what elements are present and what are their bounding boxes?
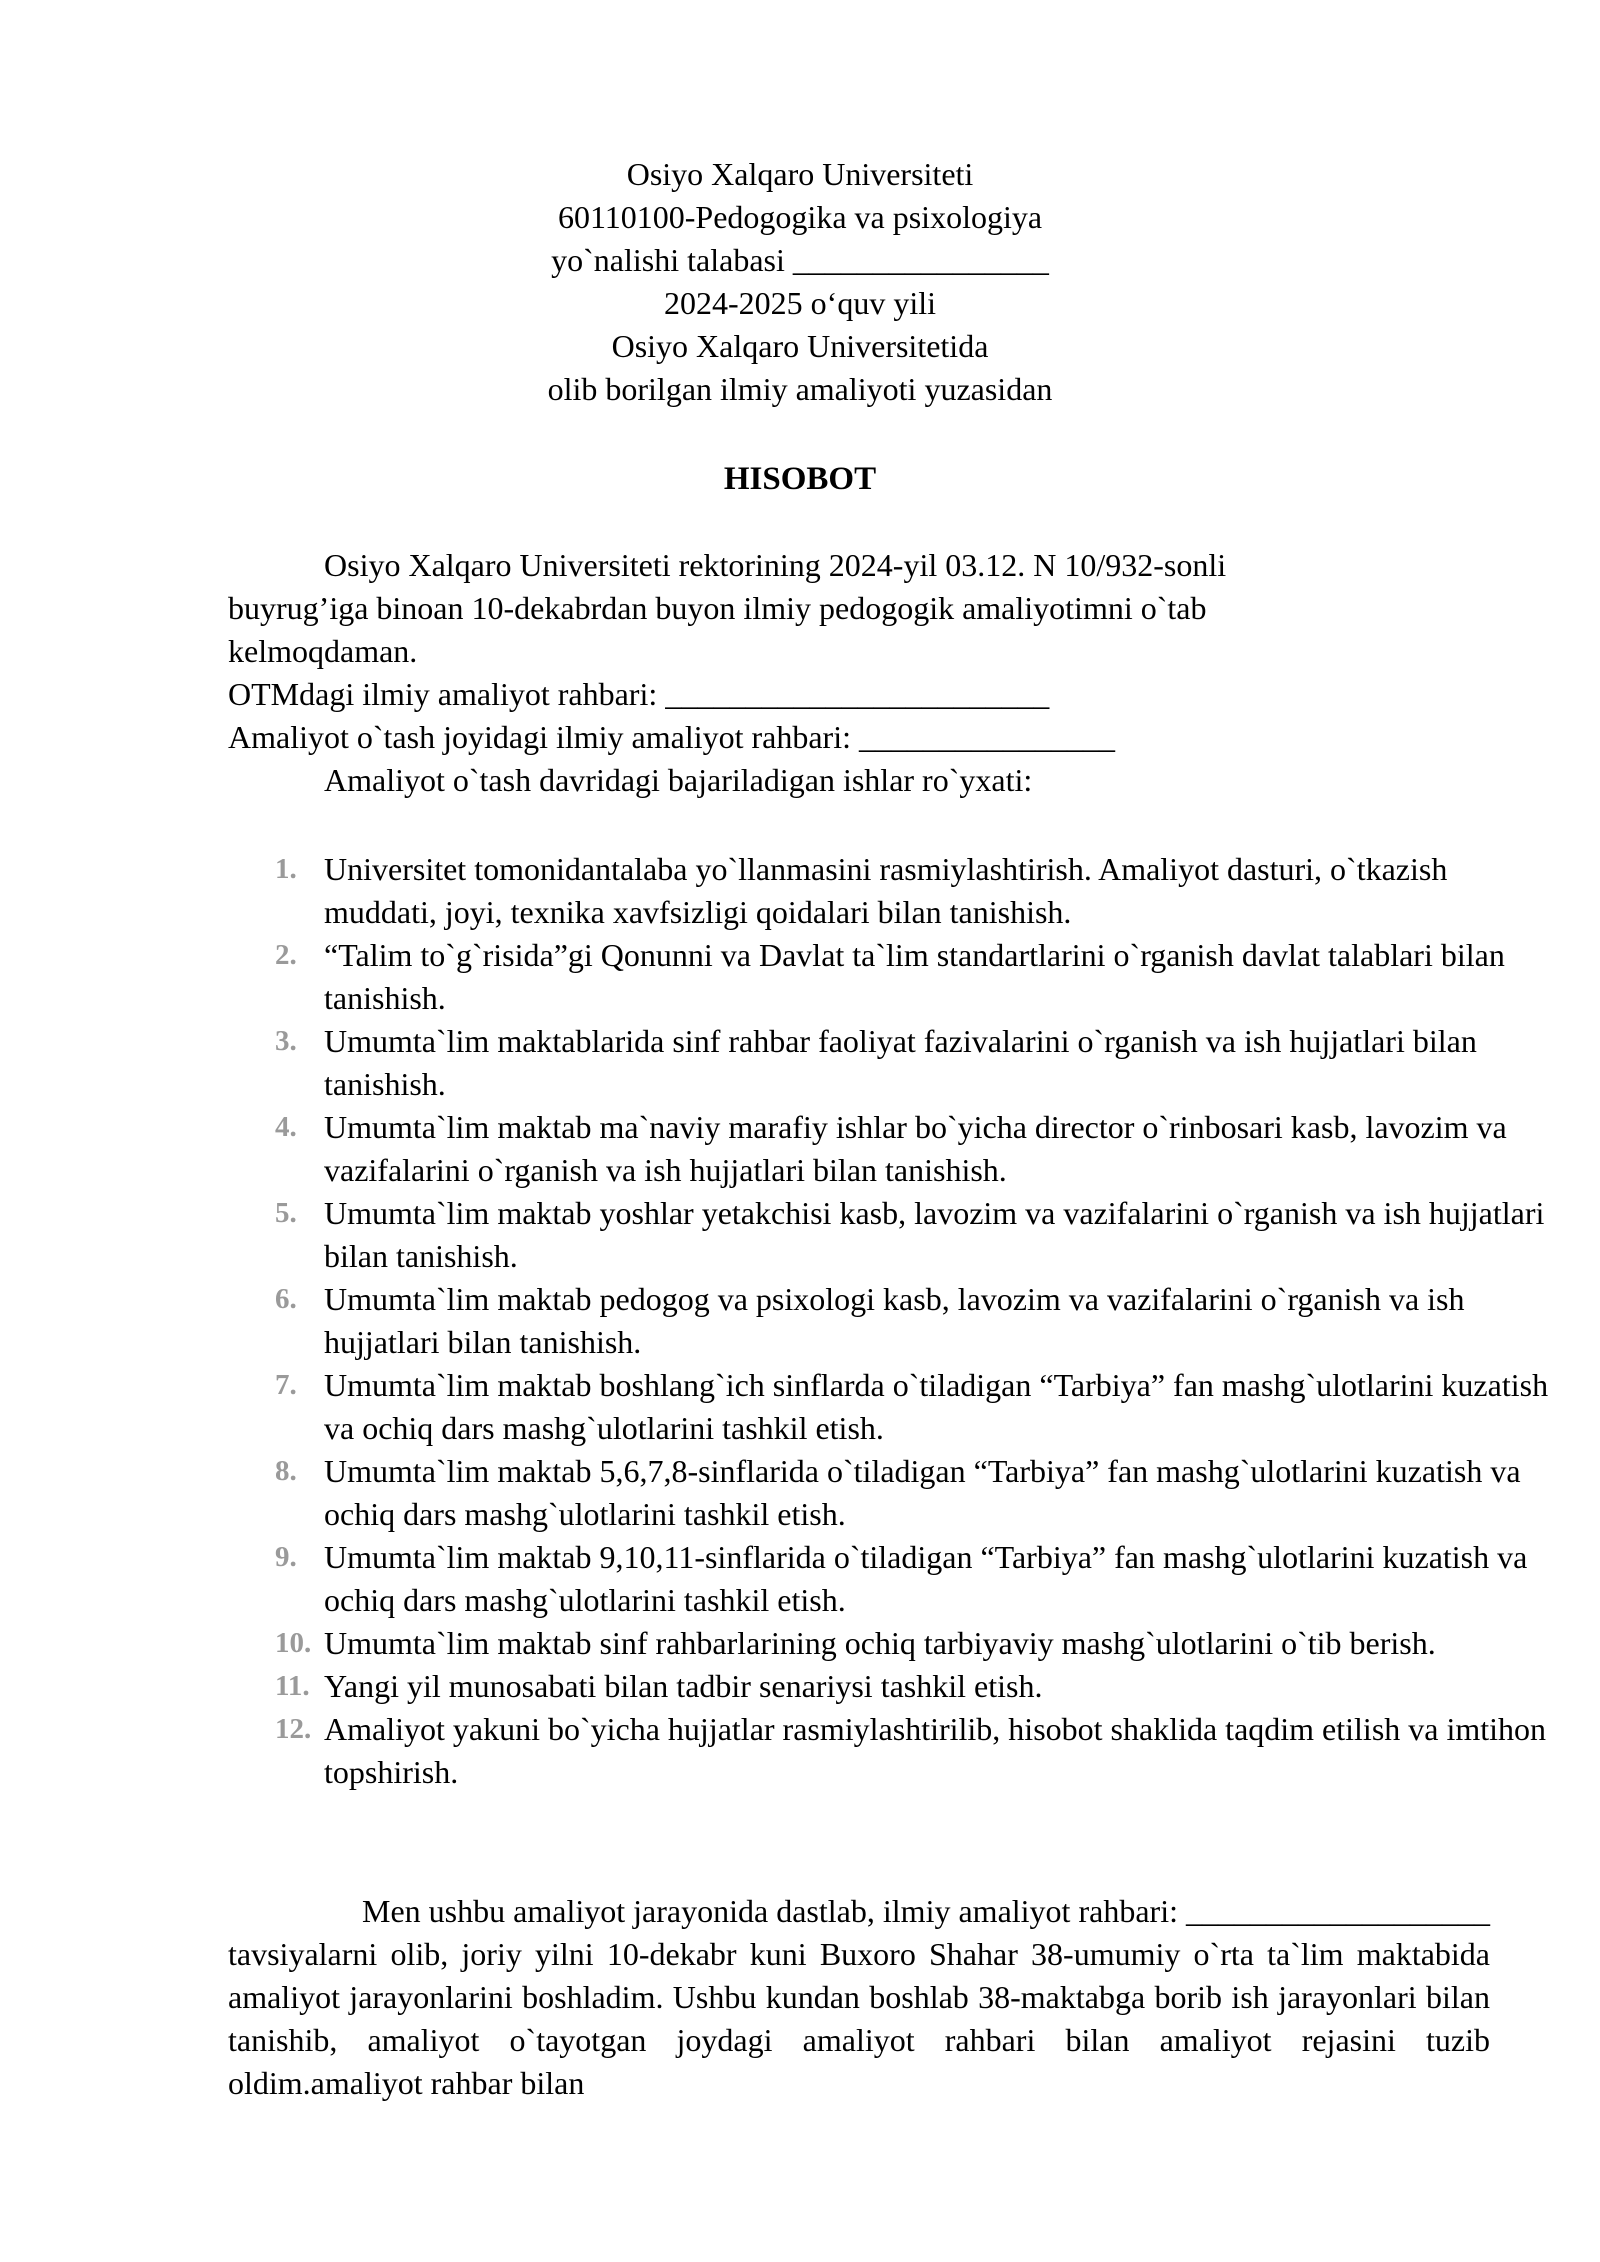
intro-line: kelmoqdaman. — [228, 633, 418, 669]
item-text: Umumta`lim maktab yoshlar yetakchisi kasb, lavozim va vazifalarini o`rganish va ish hujjatlari bilan tanishish. — [324, 1195, 1545, 1274]
item-text: “Talim to`g`risida”gi Qonunni va Davlat ta`lim standartlarini o`rganish davlat talablari bilan tanishish. — [324, 937, 1505, 1016]
site-supervisor-line: Amaliyot o`tash joyidagi ilmiy amaliyot rahbari: ________________ — [228, 719, 1115, 755]
list-item — [228, 1278, 1528, 1364]
task-list — [228, 848, 1549, 1794]
list-item — [228, 1450, 1528, 1536]
task-list-heading: Amaliyot o`tash davridagi bajariladigan ishlar ro`yxati: — [324, 762, 1033, 798]
body-section — [228, 1890, 1490, 2105]
item-number: 6. — [275, 1283, 297, 1315]
program-code: 60110100-Pedogogika va psixologiya — [557, 199, 1043, 235]
item-text: Amaliyot yakuni bo`yicha hujjatlar rasmiylashtirilib, hisobot shaklida taqdim etilish va imtihon topshirish. — [324, 1711, 1547, 1790]
item-number: 10. — [275, 1627, 312, 1659]
university-location: Osiyo Xalqaro Universitetida — [611, 328, 989, 364]
item-number: 12. — [275, 1713, 312, 1745]
list-item — [228, 1020, 1528, 1106]
item-text: Umumta`lim maktablarida sinf rahbar faoliyat fazivalarini o`rganish va ish hujjatlari bilan tanishish. — [324, 1023, 1477, 1102]
item-number: 7. — [275, 1369, 297, 1401]
list-item — [228, 1364, 1549, 1450]
item-text: Umumta`lim maktab 9,10,11-sinflarida o`tiladigan “Tarbiya” fan mashg`ulotlarini kuzatish va ochiq dars mashg`ulotlarini tashkil etish. — [324, 1539, 1528, 1618]
item-number: 11. — [275, 1670, 310, 1702]
item-text: Umumta`lim maktab ma`naviy marafiy ishlar bo`yicha director o`rinbosari kasb, lavozim va vazifalarini o`rganish va ish hujjatlari bilan tanishish. — [324, 1109, 1507, 1188]
item-text: Universitet tomonidantalaba yo`llanmasini rasmiylashtirish. Amaliyot dasturi, o`tkazish muddati, joyi, texnika xavfsizligi qoidalari bilan tanishish. — [324, 851, 1448, 930]
item-text: Umumta`lim maktab sinf rahbarlarining ochiq tarbiyaviy mashg`ulotlarini o`tib berish. — [324, 1625, 1436, 1661]
item-number: 1. — [275, 853, 297, 885]
list-item — [228, 1665, 1528, 1708]
item-number: 3. — [275, 1025, 297, 1057]
list-item — [228, 1622, 1528, 1665]
intro-line: buyrug’iga binoan 10-dekabrdan buyon ilmiy pedogogik amaliyotimni o`tab — [228, 590, 1207, 626]
item-text: Yangi yil munosabati bilan tadbir senariysi tashkil etish. — [324, 1668, 1043, 1704]
item-text: Umumta`lim maktab boshlang`ich sinflarda o`tiladigan “Tarbiya” fan mashg`ulotlarini kuzatish va ochiq dars mashg`ulotlarini tashkil etish. — [324, 1367, 1549, 1446]
intro-line: Osiyo Xalqaro Universiteti rektorining 2024-yil 03.12. N 10/932-sonli — [324, 547, 1227, 583]
list-item — [228, 1106, 1528, 1192]
item-number: 8. — [275, 1455, 297, 1487]
university-name: Osiyo Xalqaro Universiteti — [626, 156, 974, 192]
list-item — [228, 1536, 1528, 1622]
item-number: 9. — [275, 1541, 297, 1573]
university-supervisor-line: OTMdagi ilmiy amaliyot rahbari: ________________________ — [228, 676, 1050, 712]
student-line: yo`nalishi talabasi ________________ — [551, 242, 1049, 278]
item-text: Umumta`lim maktab pedogog va psixologi kasb, lavozim va vazifalarini o`rganish va ish hujjatlari bilan tanishish. — [324, 1281, 1465, 1360]
item-number: 5. — [275, 1197, 297, 1229]
academic-year: 2024-2025 o‘quv yili — [664, 285, 936, 321]
item-number: 4. — [275, 1111, 297, 1143]
intro-section — [228, 544, 1498, 802]
list-item — [228, 1708, 1547, 1794]
item-text: Umumta`lim maktab 5,6,7,8-sinflarida o`tiladigan “Tarbiya” fan mashg`ulotlarini kuzatish va ochiq dars mashg`ulotlarini tashkil etish. — [324, 1453, 1521, 1532]
list-item — [228, 848, 1528, 934]
report-title: HISOBOT — [723, 461, 877, 497]
list-item — [228, 934, 1528, 1020]
body-paragraph: Men ushbu amaliyot jarayonida dastlab, ilmiy amaliyot rahbari: ___________________ tavsiyalarni olib, joriy yilni 10-dekabr kuni Buxoro Shahar 38-umumiy o`rta ta`lim maktabida amaliyot jarayonlarini boshladim. Ushbu kundan boshlab 38-maktabga borib ish jarayonlari bilan tanishib, amaliyot o`tayotgan joydagi amaliyot rahbari bilan amaliyot rejasini tuzib oldim.amaliyot rahbar bilan — [228, 1893, 1490, 2101]
item-number: 2. — [275, 939, 297, 971]
list-item — [228, 1192, 1545, 1278]
practice-subject: olib borilgan ilmiy amaliyoti yuzasidan — [547, 371, 1053, 407]
